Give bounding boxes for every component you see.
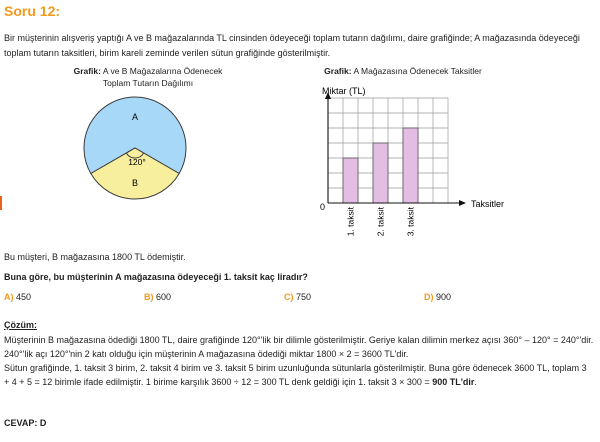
option-a-letter: A) — [4, 292, 14, 302]
bar-3 — [403, 128, 418, 203]
option-c[interactable] — [284, 290, 311, 304]
x-axis-label: Taksitler — [471, 199, 505, 209]
x-axis-arrow — [459, 200, 466, 206]
option-d-letter: D) — [424, 292, 434, 302]
bar-caption-text: A Mağazasına Ödenecek Taksitler — [351, 66, 482, 76]
bar-1 — [343, 158, 358, 203]
option-a[interactable] — [4, 290, 31, 304]
option-b-value: 600 — [156, 292, 172, 302]
x-tick-label: 1. taksit — [345, 207, 356, 237]
solution-paragraph-1: Müşterinin B mağazasına ödediği 1800 TL, daire grafiğinde 120°'lik bir dilimle gösterilmiştir. Geriye kalan dilimin merkez açısı 360° – 120° = 240°'dir. 240°'lik açı 120°'nin 2 katı olduğu için müşterinin A mağazasına ödediği miktar 1800 × 2 = 3600 TL'dir. — [4, 335, 594, 359]
y-axis-label: Miktar (TL) — [322, 86, 366, 96]
option-b[interactable] — [144, 290, 171, 304]
pie-caption-label: Grafik: — [73, 66, 101, 76]
x-tick-label: 2. taksit — [375, 207, 386, 237]
solution-paragraph-2 — [4, 361, 594, 389]
solution-heading: Çözüm: — [4, 320, 37, 330]
bar-caption-label: Grafik: — [324, 66, 352, 76]
pie-angle-label: 120° — [128, 157, 146, 167]
question-intro: Bir müşterinin alışveriş yaptığı A ve B mağazalarında TL cinsinden ödeyeceği toplam tutarın dağılımı, daire grafiğinde; A mağazasında ödeyeceği toplam tutarın taksitleri, birim kareli zeminde verilen sütun grafiğinde gösterilmiştir. — [4, 33, 580, 58]
question-title: Soru 12: — [4, 3, 61, 19]
solution-p2-text: Sütun grafiğinde, 1. taksit 3 birim, 2. taksit 4 birim ve 3. taksit 5 birim uzunluğunda sütunlarla gösterilmiştir. Buna göre ödenecek 3600 TL, toplam 3 + 4 + 5 = 12 birimle ifade edilmiştir. 1 birime karşılık 3600 ÷ 12 = 300 TL denk geldiği için 1. taksit 3 × 300 = — [4, 363, 587, 387]
question-ask: Buna göre, bu müşterinin A mağazasına ödeyeceği 1. taksit kaç liradır? — [4, 272, 308, 282]
option-b-letter: B) — [144, 292, 154, 302]
option-d[interactable] — [424, 290, 451, 304]
answer-line: CEVAP: D — [4, 418, 47, 428]
pie-label-a: A — [131, 112, 139, 122]
question-fact: Bu müşteri, B mağazasına 1800 TL ödemiştir. — [4, 252, 186, 262]
solution-p2-result: 900 TL'dir — [432, 377, 475, 387]
origin-label: 0 — [320, 202, 326, 212]
option-c-value: 750 — [296, 292, 312, 302]
option-a-value: 450 — [16, 292, 32, 302]
pie-label-b: B — [131, 178, 139, 188]
answer-options — [4, 290, 564, 304]
option-d-value: 900 — [436, 292, 452, 302]
pie-caption-text: A ve B Mağazalarına Ödenecek Toplam Tutarın Dağılımı — [100, 66, 223, 88]
bar-2 — [373, 143, 388, 203]
option-c-letter: C) — [284, 292, 294, 302]
solution-p2-end: . — [474, 377, 477, 387]
x-tick-label: 3. taksit — [405, 207, 416, 237]
